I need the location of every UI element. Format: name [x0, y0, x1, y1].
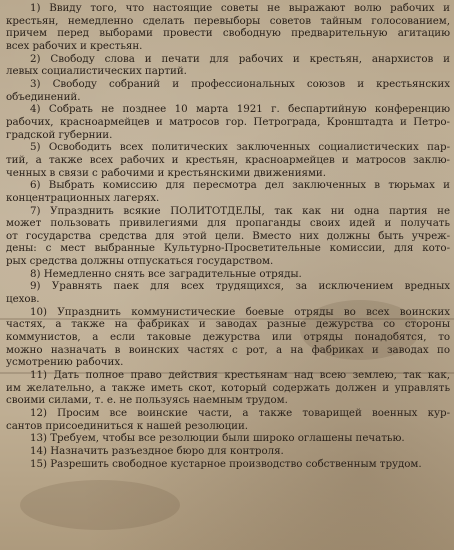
text-line: можно назначать в воинских частях с рот, а на фабриках и заводах по [6, 343, 450, 356]
text-line: частях, а также на фабриках и заводах разные дежурства со стороны [6, 318, 450, 331]
text-line: 9) Уравнять паек для всех трудящихся, за исключением вредных [30, 280, 450, 293]
resolution-text [6, 2, 450, 470]
text-line: 5) Освободить всех политических заключенных социалистических пар- [30, 141, 450, 154]
text-line: 2) Свободу слова и печати для рабочих и крестьян, анархистов и [30, 52, 450, 65]
text-line: коммунистов, а если таковые дежурства или отряды понадобятся, то [6, 331, 450, 344]
text-line: 1) Ввиду того, что настоящие советы не выражают волю рабочих и [30, 2, 450, 14]
text-line: 14) Назначить разъездное бюро для контроля. [30, 444, 284, 457]
text-line: тий, а также всех рабочих и крестьян, красноармейцев и матросов заклю- [6, 153, 450, 166]
text-line: 13) Требуем, чтобы все резолюции были широко оглашены печатью. [30, 432, 405, 445]
text-line: 6) Выбрать комиссию для пересмотра дел заключенных в тюрьмах и [30, 179, 450, 192]
text-line: рых средства должны отпускаться государством. [6, 255, 274, 268]
text-line: 8) Немедленно снять все заградительные отряды. [30, 267, 302, 280]
text-line: усмотрению рабочих. [6, 356, 124, 369]
text-line: сантов присоединиться к нашей резолюции. [6, 419, 249, 432]
text-line: 3) Свободу собраний и профессиональных союзов и крестьянских [30, 77, 450, 90]
text-line: может пользовать привилегиями для пропаганды своих идей и получать [6, 217, 450, 230]
text-line: концентрационных лагерях. [6, 191, 160, 204]
text-line: 15) Разрешить свободное кустарное производство собственным трудом. [30, 457, 422, 470]
text-line: рабочих, красноармейцев и матросов гор. Петрограда, Кронштадта и Петро- [6, 115, 450, 128]
text-line: 4) Собрать не позднее 10 марта 1921 г. беспартийную конференцию [30, 103, 450, 116]
text-line: дены: с мест выбранные Культурно-Просветительные комиссии, для кото- [6, 242, 450, 255]
text-line: причем перед выборами провести свободную предварительную агитацию [6, 27, 450, 40]
text-line: 12) Просим все воинские части, а также товарищей военных кур- [30, 407, 450, 419]
text-line: им желательно, а также иметь скот, который содержать должен и управлять [6, 381, 450, 394]
text-line: объединений. [6, 90, 81, 103]
text-line: градской губернии. [6, 128, 113, 141]
text-line: от государства средства для этой цели. Вместо них должны быть учреж- [6, 229, 450, 242]
text-line: своими силами, т. е. не пользуясь наемным трудом. [6, 394, 288, 407]
text-line: левых социалистических партий. [6, 65, 187, 78]
text-line: 7) Упразднить всякие ПОЛИТОТДЕЛЫ, так как ни одна партия не [30, 204, 450, 217]
text-line: 11) Дать полное право действия крестьянам над всею землею, так как, [30, 369, 450, 382]
text-line: всех рабочих и крестьян. [6, 39, 143, 52]
text-line: ченных в связи с рабочими и крестьянскими движениями. [6, 166, 326, 179]
text-line: 10) Упразднить коммунистические боевые отряды во всех воинских [30, 305, 450, 318]
text-line: крестьян, немедленно сделать перевыборы советов тайным голосованием, [6, 14, 450, 27]
paper-stain [20, 480, 180, 530]
text-line: цехов. [6, 293, 40, 306]
